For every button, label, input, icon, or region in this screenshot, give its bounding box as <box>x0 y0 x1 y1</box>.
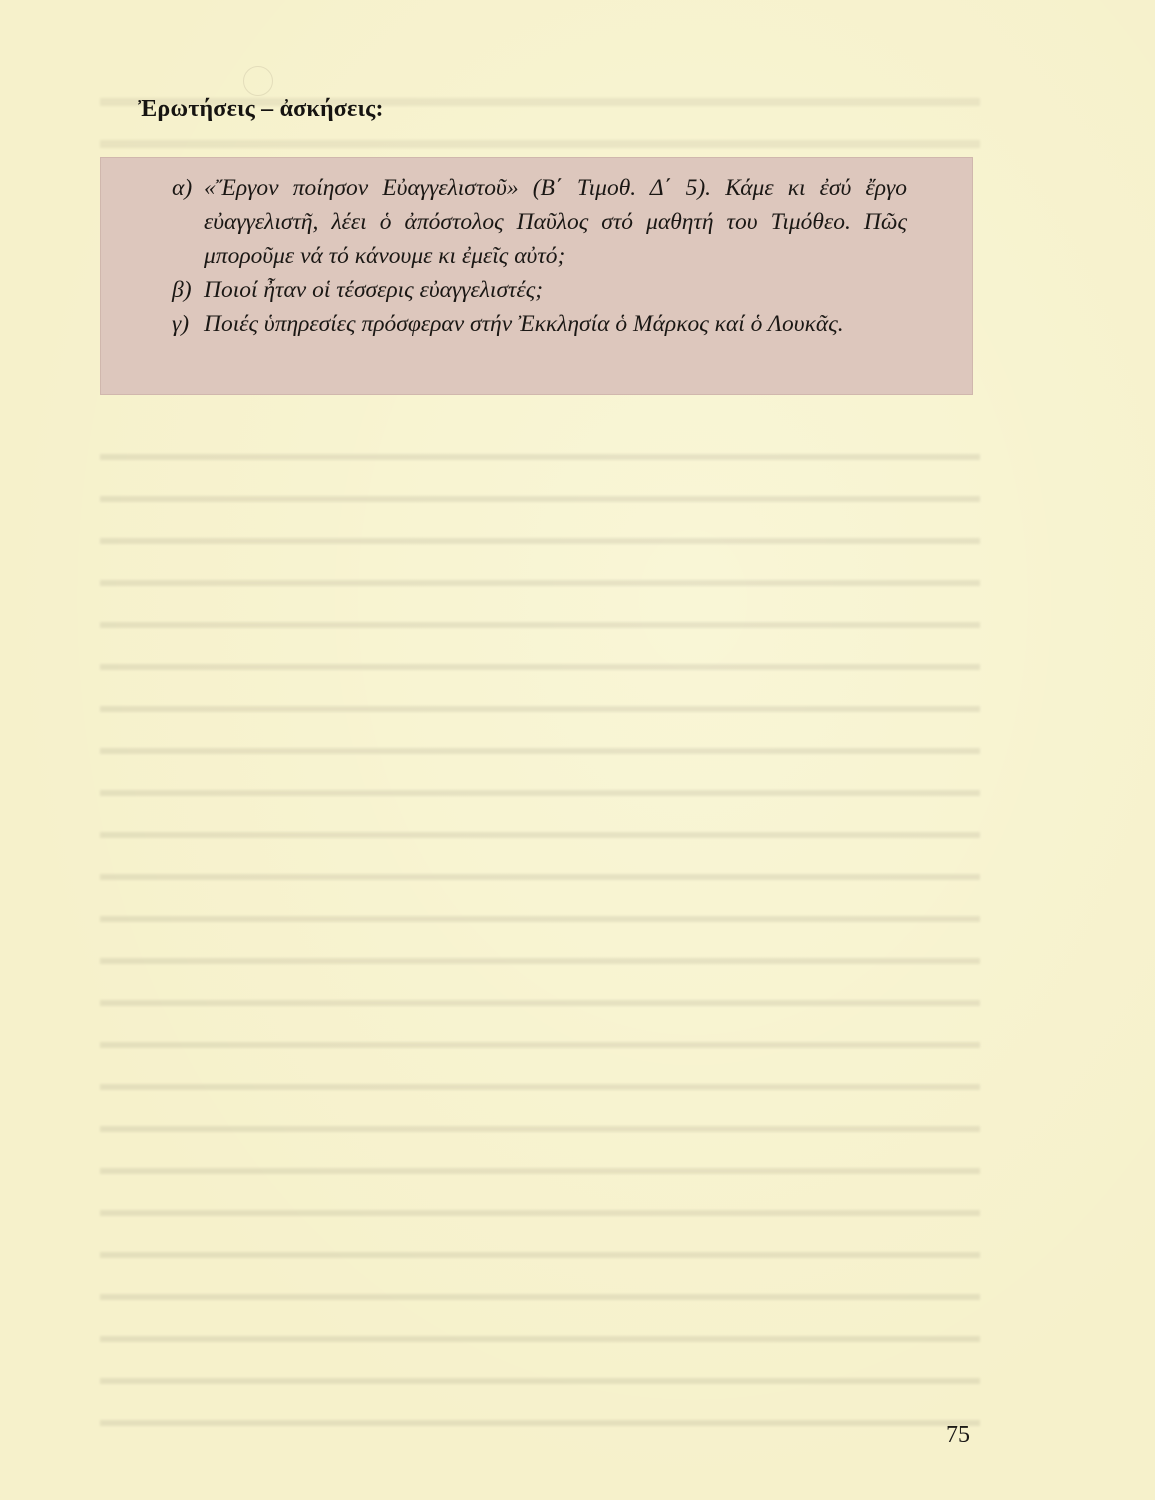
question-marker: γ) <box>172 311 190 337</box>
question-text: «Ἔργον ποίησον Εὐαγγελιστοῦ» (Β΄ Τιμοθ. Δ΄ 5). Κάμε κι ἐσύ ἔργο εὐαγγελιστῆ, λέει ὁ ἀπόστολος Παῦλος στό μαθητή του Τιμόθεο. Πῶς μποροῦμε νά τό κάνουμε κι ἐμεῖς αὐτό; <box>204 175 907 269</box>
question-item <box>100 171 973 273</box>
page-number: 75 <box>946 1422 970 1448</box>
question-item <box>100 307 973 341</box>
bleed-through-texture <box>100 430 980 1430</box>
questions-list <box>100 171 973 341</box>
paper-smudge <box>243 66 273 96</box>
question-marker: α) <box>172 175 193 201</box>
questions-box <box>100 157 973 395</box>
question-text: Ποιοί ἦταν οἱ τέσσερις εὐαγγελιστές; <box>204 277 544 303</box>
question-marker: β) <box>172 277 192 303</box>
question-text: Ποιές ὑπηρεσίες πρόσφεραν στήν Ἐκκλησία ὁ Μάρκος καί ὁ Λουκᾶς. <box>204 311 844 337</box>
question-item <box>100 273 973 307</box>
section-heading: Ἐρωτήσεις – ἀσκήσεις: <box>138 96 384 122</box>
